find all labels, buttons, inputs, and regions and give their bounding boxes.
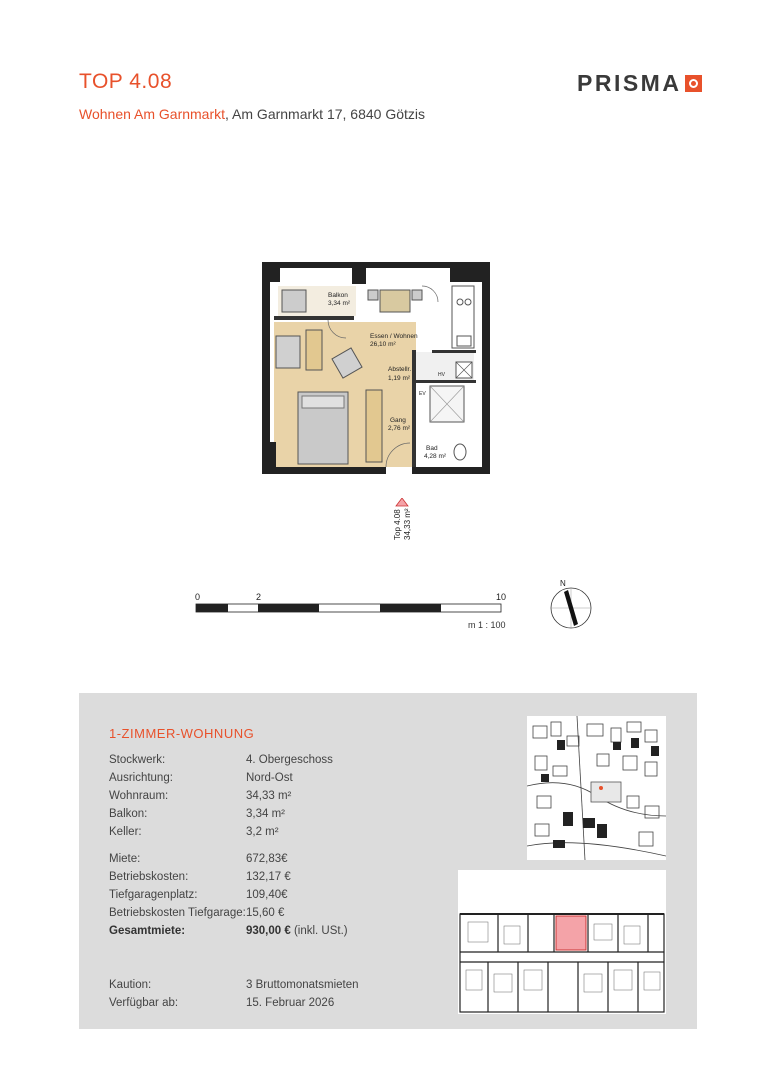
detail-value: 3,34 m² [246, 808, 285, 820]
room-area-abstell: 1,19 m² [388, 375, 411, 382]
room-area-gang: 2,76 m² [388, 425, 411, 432]
logo-mark-icon [685, 75, 702, 92]
total-key: Gesamtmiete: [109, 925, 186, 937]
chair-1 [368, 290, 378, 300]
room-area-balkon: 3,34 m² [328, 300, 351, 307]
unit-tag-name: Top 4.08 [393, 509, 402, 540]
column-tl [262, 262, 280, 282]
sofa [276, 336, 300, 368]
site-target-marker [599, 786, 603, 790]
project-name: Wohnen Am Garnmarkt [79, 106, 226, 122]
apartment-type: 1-ZIMMER-WOHNUNG [109, 726, 255, 741]
room-name-bad: Bad [426, 445, 438, 452]
north-arrow-icon [546, 578, 596, 632]
balcony-rail [274, 316, 354, 320]
unit-tag [388, 498, 416, 542]
floor-overview [458, 870, 666, 1014]
tag-hv: HV [438, 372, 445, 378]
site-map [527, 716, 666, 860]
tag-ev: EV [419, 391, 426, 397]
column-bl [262, 442, 276, 474]
room-area-wohnen: 26,10 m² [370, 341, 396, 348]
column-tm [352, 262, 366, 284]
total-value: 930,00 € [246, 925, 291, 937]
wall-bottom-right [412, 467, 490, 474]
wall-storage [416, 380, 476, 383]
wall-bottom-left [262, 467, 386, 474]
address: , Am Garnmarkt 17, 6840 Götzis [225, 106, 426, 122]
scale-tick-2: 2 [256, 592, 262, 602]
entry-arrow-icon [396, 498, 408, 506]
site-target-plot [591, 782, 621, 802]
cost-value: 15,60 € [246, 907, 285, 919]
scale-tick-10: 10 [496, 592, 507, 602]
cost-value: 132,17 € [246, 871, 291, 883]
detail-key: Balkon: [109, 808, 148, 820]
unit-title: TOP 4.08 [79, 70, 173, 93]
chair-2 [412, 290, 422, 300]
unit-tag-area: 34,33 m² [403, 508, 412, 540]
pillow [302, 396, 344, 408]
floor-plan [262, 262, 490, 474]
detail-value: 34,33 m² [246, 790, 292, 802]
scale-seg-2 [258, 604, 319, 612]
balcony-table [282, 290, 306, 312]
detail-key: Keller: [109, 826, 142, 838]
cost-key: Betriebskosten Tiefgarage: [109, 907, 246, 919]
footer-key: Verfügbar ab: [109, 997, 179, 1009]
room-area-bad: 4,28 m² [424, 453, 447, 460]
prisma-logo [577, 70, 702, 97]
footer-value: 15. Februar 2026 [246, 997, 335, 1009]
cost-value: 109,40€ [246, 889, 288, 901]
detail-key: Stockwerk: [109, 754, 166, 766]
detail-value: 4. Obergeschoss [246, 754, 333, 766]
scale-tick-0: 0 [195, 592, 201, 602]
logo-text: PRISMA [577, 70, 682, 96]
wall-right [482, 262, 490, 474]
scale-frame [196, 604, 501, 612]
scale-bar [195, 590, 515, 620]
subtitle [79, 106, 425, 122]
footer-key: Kaution: [109, 979, 152, 991]
cost-key: Tiefgaragenplatz: [109, 889, 198, 901]
wall-kitchen [432, 350, 476, 353]
room-name-wohnen: Essen / Wohnen [370, 333, 418, 340]
room-name-balkon: Balkon [328, 292, 348, 299]
scale-ratio: m 1 : 100 [468, 620, 506, 630]
column-tr [450, 262, 490, 282]
scale-seg-1 [196, 604, 228, 612]
detail-key: Wohnraum: [109, 790, 169, 802]
cost-key: Betriebskosten: [109, 871, 189, 883]
dining-table [380, 290, 410, 312]
lowboard [306, 330, 322, 370]
floor-highlight-unit [556, 916, 586, 950]
detail-value: 3,2 m² [246, 826, 279, 838]
footer-value: 3 Bruttomonatsmieten [246, 979, 359, 991]
cost-key: Miete: [109, 853, 141, 865]
room-name-abstell: Abstellr. [388, 366, 412, 373]
room-name-gang: Gang [390, 417, 406, 424]
scale-seg-3 [380, 604, 441, 612]
total-suffix: (inkl. USt.) [290, 925, 348, 937]
kitchen-window-swing [422, 286, 438, 302]
cost-value: 672,83€ [246, 853, 288, 865]
wardrobe [366, 390, 382, 462]
detail-key: Ausrichtung: [109, 772, 173, 784]
detail-value: Nord-Ost [246, 772, 293, 784]
wall-bath [412, 350, 416, 467]
toilet [454, 444, 466, 460]
north-label: N [560, 579, 566, 588]
